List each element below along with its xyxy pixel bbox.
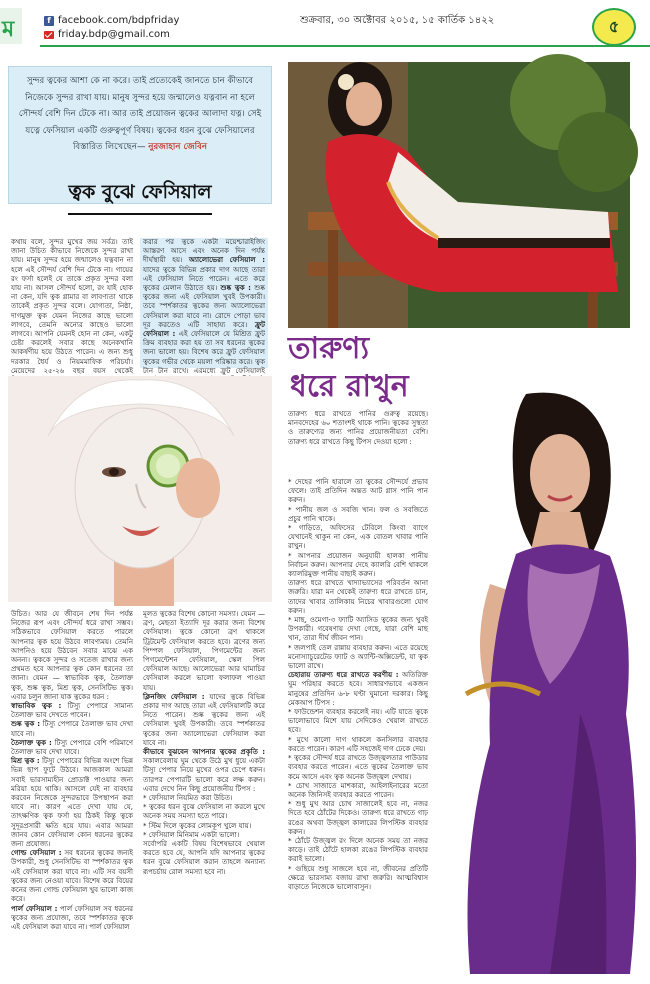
email-link[interactable]: friday.bdp@gmail.com [58,29,170,40]
tip-item: * মুখে কালো দাগ থাকলে কনসিলার ব্যবহার করতে পারেন। কারণ এটি সহজেই দাগ ঢেকে দেয়। [288,735,428,753]
purple-model-illustration [430,384,644,974]
article-paragraph: কথায় বলে, সুন্দর মুখের জয় সর্বত্র। তাই জানা উচিত কীভাবে নিজেকে সুন্দর রাখা যায়। মানুষ সুন্দর হয়ে জন্মালেও যত্নবান না হলে এই সৌন্দর্য বেশি দিন টেকে না। গায়ের রং ফর্সা হলেই যে তাকে প্রকৃত সুন্দর বলা যায় না। আসল সৌন্দর্য হলো, রং যাই হোক না কেন, যদি ত্বক গ্লামার বা লাবণ্যতা থাকে তাকেই প্রকৃত সুন্দর বলে। যোগ্যতা, নিষ্ঠা, দাগমুক্ত ত্বক যেমন নিজের কাছে ভালো লাগবে, তেমনি অন্যের কাছেও ভালো লাগবে। আপনি যেমনই হোন না কেন, একটু চেষ্টা করলেই সবার কাছে অনেকখানি আকর্ষণীয় হয়ে উঠতে পারেন। এ জন্য শুধু দরকার ধৈর্য ও নিয়মমাফিক পরিচর্যা। মেয়েদের ২৫-২৬ বছর বয়স থেকেই [11,238,133,375]
email-row [44,28,179,42]
subheading: গোল্ড ফেসিয়াল : [11,849,62,858]
tip-item: * দেহের পানি হারালে তা ত্বকের সৌন্দর্যে প্রভাব ফেলে। তাই প্রতিদিন অন্তত আট গ্লাস পানি পান করুন। [288,478,428,505]
saree-model-photo [288,62,630,328]
article-column-4 [140,610,268,966]
article-paragraph: টিস্যু পেপারের বিভিন্ন অংশে ভিন্ন ভিন্ন ছাপ ফুটে উঠবে। আজকাল আমরা সবাই ভারসাম্যহীন প্রোডাক্ট পাওয়ার জন্য মরিয়া হয়ে থাকি। আসলে যেই না ব্যবহার করবেন নিজেকে সুন্দরভাবে উপস্থাপন করা যাবে না। কারণ এতে দেখা যায় যে, তাৎক্ষণিক ত্বক ফর্সা হয় ঠিকই কিন্তু ত্বকে সুদূরপ্রসারী ক্ষতি হয়ে যায়। এবার আমরা জানব কোন ফেসিয়াল কোন ধরনের ত্বকের জন্য প্রযোজ্য। [11,757,133,849]
tip-item: * মাছ, ওমেগা-৩ ফ্যাটি অ্যাসিড ত্বকের জন্য খুবই উপকারী। গবেষণায় দেখা গেছে, যারা বেশি মাছ খান, তারা দীর্ঘ জীবন পান। [288,616,428,643]
facebook-icon: f [44,16,54,26]
article-column-3 [8,610,136,966]
tip-item: * ত্বকের সৌন্দর্য ধরে রাখতে উজ্জ্বলতার পাউডার ব্যবহার করতে পারেন। এতে ত্বকের তৈলাক্ত ভাব কমে আসে এবং ত্বক অনেক উজ্জ্বল দেখায়। [288,754,428,781]
tip-item: * জলপাই তেল রান্নায় ব্যবহার করুন। এতে রয়েছে মনোস্যাচুরেটেড ফ্যাট ও অ্যান্টি-অক্সিডেন্ট, যা ত্বক ভালো রাখে। [288,643,428,671]
tip-item: * ফাউন্ডেশন ব্যবহার করলেই নয়। এটি যাতে ত্বকে ভালোভাবে মিশে যায় সেদিকেও খেয়াল রাখতে হবে। [288,708,428,735]
tip-item: * গাড়িতে, অফিসের টেবিলে কিংবা ব্যাগে যেখানেই থাকুন না কেন, এক বোতল খাবার পানি রাখুন। [288,524,428,551]
tip-item: * গুছিয়ে শুধু সাজলে হবে না, জীবনের প্রতিটি ক্ষেত্রে ভারসাম্য বজায় রাখা জরুরি। আত্মবিশ্বাস বাড়াতে নিজেকে ভালোবাসুন। [288,864,428,891]
section-tab-letter: ম [2,16,15,42]
mail-icon [44,31,54,39]
article-column-2 [140,238,268,375]
feature-title: ত্বক বুঝে ফেসিয়াল [68,178,211,215]
subheading: কীভাবে বুঝবেন আপনার ত্বকের প্রকৃতি : [143,748,265,757]
subheading: পার্ল ফেসিয়াল : [11,904,58,913]
intro-text: সুন্দর ত্বকের আশা কে না করে। তাই প্রত্যেকেই জানতে চান কীভাবে নিজেকে সুন্দর রাখা যায়। মানুষ সুন্দর হয়ে জন্মালেও যত্নবান না হলে সৌন্দর্য বেশি দিন টেকে না। আর তাই প্রয়োজন ত্বকের আলাদা যত্ন। সেই যত্নে ফেসিয়াল একটি গুরুত্বপূর্ণ বিষয়। ত্বকের ধরন বুঝে ফেসিয়ালের বিস্তারিত লিখেছেন— [18,76,262,152]
tip-item: * চোখ সাজাতে মাশকারা, আইলাইনারের মতো অনেক জিনিসই ব্যবহার করতে পারেন। [288,781,428,799]
page-header [0,0,650,50]
tip-item: * স্টিম দিলে ত্বকের লোমকূপ খুলে যায়। [143,821,252,830]
right-article-column [288,478,428,972]
page-number: ৫ [592,8,636,46]
article-paragraph: শুষ্ক ত্বকের জন্য এই ফেসিয়াল খুবই উপকারী। তবে স্পর্শকাতর ত্বকের জন্য অ্যালোভেরা ফেসিয়াল করা যাবে না। রোদে পোড়া ভাব দূর করতেও এটি সাহায্য করে। [143,284,265,329]
dateline: শুক্রবার, ৩০ অক্টোবর ২০১৫, ১৫ কার্তিক ১৪২২ [300,15,495,26]
feature-title-wrap [8,166,272,226]
header-divider [40,45,650,47]
subheading: ক্লিনজিং ফেসিয়াল : [143,692,205,701]
tip-item: * শুধু মুখ আর চোখ সাজালেই হবে না, নজর দিতে হবে ঠোঁটের দিকেও। তারুণ্য ধরে রাখতে গাঢ় রঙের অথবা উজ্জ্বল কালারের লিপস্টিক ব্যবহার করুন। [288,800,428,836]
tip-item: সর্বোপরি একটি বিষয় বিশেষভাবে খেয়াল করতে হবে যে, আপনি যদি আপনার ত্বকের ধরন বুঝে ফেসিয়াল করান তাহলে অন্যান্য রূপচর্চায় রোল সমস্যা হবে না। [143,840,265,876]
tip-item: * ঠোঁটে উজ্জ্বল রং দিলে অনেক সময় তা নজর কাড়ে। তাই ঠোঁটে হালকা রঙের লিপস্টিক ব্যবহার করাই ভালো। [288,836,428,864]
contact-block [44,14,179,42]
article-paragraph: তারুণ্য ধরে রাখতে পানির গুরুত্ব রয়েছে। মানবদেহের ৬০ শতাংশই থাকে পানি। ত্বকের সুস্থতা ও তারুণ্যের জন্য পানির প্রয়োজনীয়তা বেশি। তারুণ্য ধরে রাখতে কিছু টিপস দেওয়া হলো : [288,410,428,446]
tip-item: * ফেসিয়াল নিয়মিত করা উচিত। [143,794,233,803]
article-paragraph: টিস্যু পেপারে সামান্য তৈলাক্ত ভাব দেখতে পাবেন। [11,702,133,720]
article-paragraph: এই ফেসিয়ালে যে মিশ্রিত ফ্রুট ক্রিম ব্যবহার করা হয় তা সব ধরনের ত্বকের জন্য ভালো হয়। বিশেষ করে ফ্রুট ফেসিয়াল ত্বকের গভীর থেকে ময়লা পরিষ্কার করে। ত্বক টান টান রাখে। এরমধ্যে ফ্রুট ফেসিয়ালই [143,330,265,375]
subheading: চেহারায় তারুণ্য ধরে রাখতে করণীয় : [288,671,399,680]
article-paragraph: যাদের ত্বকে বিভিন্ন প্রকার দাগ আছে তারা এই ফেসিয়াল নিতে পারেন। এতে করে ত্বকের মেলান উঠাতে হয়। [143,265,265,293]
article-paragraph: অতিরিক্ত ঘুম পরিহার করতে হবে। সাধারণভাবে একজন মানুষের প্রতিদিন ৬-৮ ঘণ্টা ঘুমানো দরকার। কিছু মেকআপ টিপস : [288,671,428,707]
article-paragraph: তারুণ্য ধরে রাখতে খাদ্যাভ্যাসের পরিবর্তন আনা জরুরি। যারা মন থেকেই তারুণ্য ধরে রাখতে চান, তাদের খাবার তালিকায় নিচের খাবারগুলো যোগ করুন। [288,579,428,615]
subheading: ফ্রুট ফেসিয়াল : [143,320,265,339]
tip-item: * পানীয় জল ও সবজি খান। ফল ও সবজিতে প্রচুর পানি থাকে। [288,505,428,523]
article-paragraph: টিস্যু পেপারে বেশি পরিমাণে তৈলাক্ত ভাব দেখা যাবে। [11,738,133,757]
subheading: স্বাভাবিক ত্বক : [11,702,62,711]
face-mask-photo [8,376,272,602]
subheading: শুষ্ক ত্বক : [11,720,41,729]
article-paragraph: সকালবেলায় ঘুম থেকে উঠে মুখ ধুয়ে একটা টিস্যু পেপার নিয়ে মুখের ওপর চেপে ধরুন। তারপর পেপারটি ভালো করে লক্ষ করুন। এবার দেখে নিন কিছু প্রয়োজনীয় টিপস : [143,757,265,793]
title-line-2: ধরে রাখুন [290,369,409,404]
article-paragraph: করার পর ত্বকে একটা ময়েশ্চারাইজিং আস্তরণ আসে এবং অনেক দিন পর্যন্ত দীর্ঘস্থায়ী হয়। [143,238,265,265]
purple-dress-model-photo [430,384,644,974]
title-line-1: তারুণ্য [288,331,370,366]
facebook-link[interactable]: facebook.com/bdpfriday [58,15,180,26]
author-name: নুরজাহান জেবিন [148,142,208,152]
article-paragraph: মূলত ত্বকের বিশেষ কোনো সমস্যা। যেমন — ব্রণ, মেছতা ইত্যাদি দূর করার জন্য বিশেষ ফেসিয়াল। ত্বকে কোনো ব্রণ থাকলে ট্রিটমেন্ট ফেসিয়াল করতে হবে। ব্রণের জন্য পিম্পল ফেসিয়াল, পিগমেন্টের জন্য পিগমেন্টেশন ফেসিয়াল, স্কেল পিল ফেসিয়াল আছে। আলোভেরা আর ঘামাচির ফেসিয়াল করলে ভালো ফলাফল পাওয়া যায়। [143,610,265,692]
tip-item: * আপনার প্রয়োজন অনুযায়ী হালকা পানীয় নির্বাচন করুন। আপনার দেহে ক্যালরি বেশি থাকলে ক্যালরিমুক্ত পানীয় বাছাই করুন। [288,551,428,579]
right-article-intro [288,410,428,474]
article-paragraph: পার্ল ফেসিয়াল সব ধরনের ত্বকের জন্য প্রযোজ্য, তবে স্পর্শকাতর ত্বকে এই ফেসিয়াল করা যাবে না। পার্ল ফেসিয়াল [11,904,133,931]
subheading: শুষ্ক ত্বক : [220,284,251,293]
article-paragraph: উচিত। আর যে জীবনে শেষ দিন পর্যন্ত নিজের রূপ এবং সৌন্দর্য ধরে রাখা সম্ভব। সঠিকভাবে ফেসিয়াল করতে পারলে আপনার ত্বক হয়ে উঠবে লাবণ্যময়। তেমনি আপনিও হয়ে উঠবেন সবার মাঝে এক অনন্য। ত্বককে সুন্দর ও সতেজ রাখার জন্য প্রথমত হবে আপনার ত্বক কোন ধরনের তা জানা। যেমন — স্বাভাবিক ত্বক, তৈলাক্ত ত্বক, শুষ্ক ত্বক, মিশ্র ত্বক, সেনসিটিভ ত্বক। এবার চলুন জানা যাক ত্বকের ধরন : [11,610,133,701]
subheading: তৈলাক্ত ত্বক : [11,738,52,747]
article-paragraph: যাদের ত্বকে বিভিন্ন প্রকার দাগ আছে তারা এই ফেসিয়ালটি করে নিতে পারেন। শুষ্ক ত্বকের জন্য এই ফেসিয়াল খুবই উপকারী। তবে স্পর্শকাতর ত্বকের জন্য অ্যালোভেরা ফেসিয়াল করা যাবে না। [143,692,265,747]
subheading: মিশ্র ত্বক : [11,757,40,766]
section-tab [0,8,22,44]
subheading: অ্যালোভেরা ফেসিয়াল : [188,256,265,265]
article-paragraph: সব ধরনের ত্বকের জন্যই উপকারী, শুধু সেনসিটিভ বা স্পর্শকাতর ত্বক এই ফেসিয়াল করা যাবে না। এটি সব বয়সী ত্বকের জন্য নেওয়া যাবে। বিশেষ করে বিয়ের কনের জন্য গোল্ড ফেসিয়াল খুব ভালো কাজ করে। [11,849,133,904]
right-article-title [288,330,438,410]
facebook-row [44,14,179,28]
face-mask-illustration [8,376,272,602]
saree-model-illustration [288,62,630,328]
article-paragraph: টিস্যু পেপারে তৈলাক্ত ভাব দেখা যাবে না। [11,720,133,738]
tip-item: * ত্বকের ধরন বুঝে ফেসিয়াল না করলে মুখে অনেক সময় সমস্যা হতে পারে। [143,803,265,821]
article-column-1 [8,238,136,375]
tip-item: * ফেসিয়াল মিনিমাম একটা ভালো। [143,830,240,839]
